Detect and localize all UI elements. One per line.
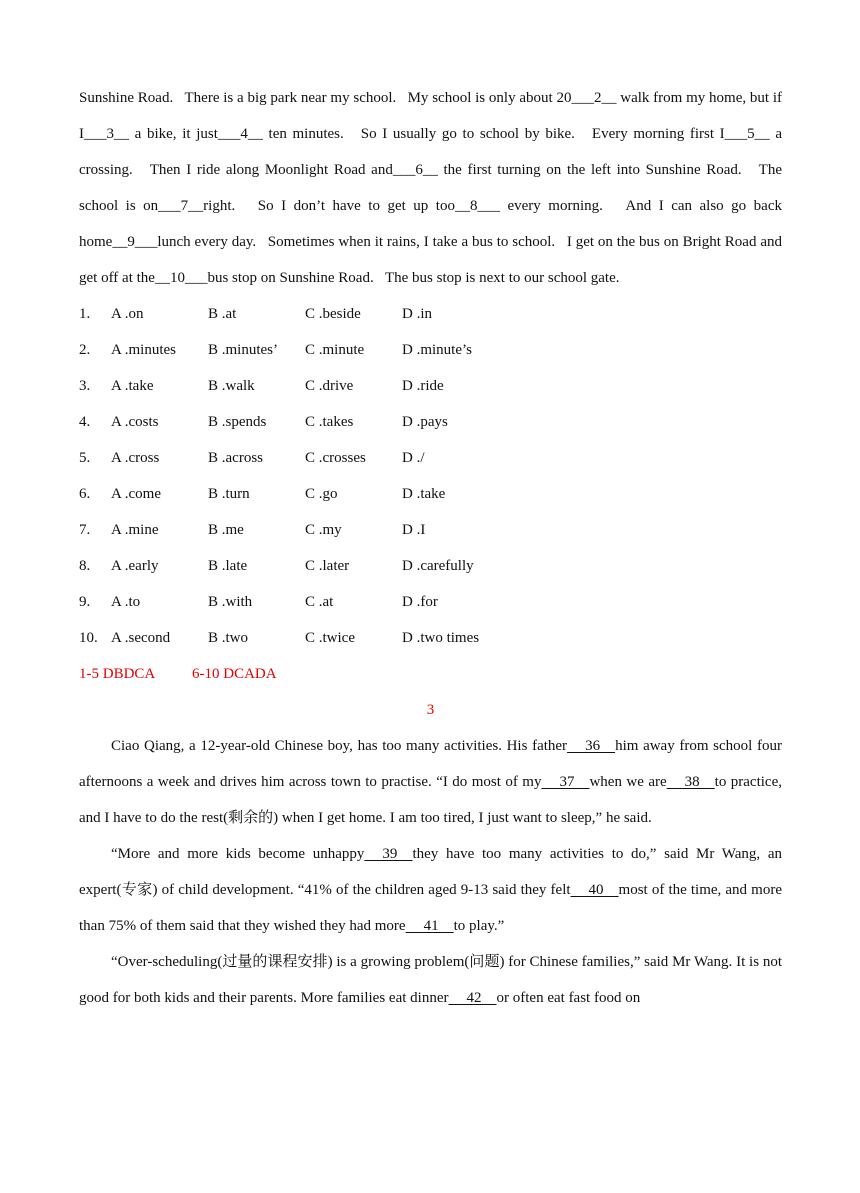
option-d: D .carefully <box>402 558 474 574</box>
text-run: to play.” <box>453 918 505 934</box>
blank-42: 42 <box>448 990 497 1006</box>
question-number: 2. <box>79 342 91 358</box>
option-c: C .at <box>305 594 334 610</box>
option-b: B .two <box>208 630 249 646</box>
blank-37: 37 <box>541 774 590 790</box>
blank-39: 39 <box>364 846 413 862</box>
option-a: A .on <box>111 306 144 322</box>
text-run: “More and more kids become unhappy <box>111 846 365 862</box>
option-c: C .takes <box>305 414 354 430</box>
option-b: B .across <box>208 450 263 466</box>
text-run: Ciao Qiang, a 12-year-old Chinese boy, has too many activities. His father <box>111 738 568 754</box>
option-row <box>79 404 782 440</box>
question-number: 1. <box>79 306 91 322</box>
passage-3-paragraph-1 <box>79 728 782 836</box>
option-d: D .ride <box>402 378 444 394</box>
question-number: 3. <box>79 378 91 394</box>
option-a: A .minutes <box>111 342 177 358</box>
option-c: C .twice <box>305 630 355 646</box>
section-number: 3 <box>426 702 435 718</box>
blank-40: 40 <box>570 882 619 898</box>
option-c: C .later <box>305 558 350 574</box>
option-d: D .pays <box>402 414 448 430</box>
option-d: D .take <box>402 486 446 502</box>
option-d: D .I <box>402 522 426 538</box>
option-c: C .minute <box>305 342 365 358</box>
option-a: A .come <box>111 486 161 502</box>
option-b: B .at <box>208 306 237 322</box>
option-b: B .me <box>208 522 244 538</box>
text-run: they have too many activities to do,” said Mr Wang, an expert(专家) of child development. “41% of the children aged 9-13 said they felt <box>79 846 782 898</box>
text-run: “Over-scheduling(过量的课程安排) is a growing problem(问题) for Chinese families,” said Mr Wang. It is not good for both kids and their parents. More families eat dinner <box>79 954 782 1006</box>
option-d: D .for <box>402 594 438 610</box>
option-row <box>79 584 782 620</box>
option-c: C .go <box>305 486 338 502</box>
option-row <box>79 332 782 368</box>
option-a: A .cross <box>111 450 160 466</box>
blank-36: 36 <box>567 738 616 754</box>
option-row <box>79 476 782 512</box>
option-c: C .drive <box>305 378 354 394</box>
text-run: when we are <box>589 774 667 790</box>
answer-key <box>79 656 782 692</box>
question-number: 6. <box>79 486 91 502</box>
question-number: 7. <box>79 522 91 538</box>
answer-key-6-10: 6-10 DCADA <box>192 666 277 682</box>
option-b: B .spends <box>208 414 267 430</box>
option-a: A .early <box>111 558 159 574</box>
option-a: A .take <box>111 378 154 394</box>
option-c: C .my <box>305 522 342 538</box>
option-a: A .second <box>111 630 171 646</box>
options-list <box>79 296 782 656</box>
question-number: 8. <box>79 558 91 574</box>
option-c: C .crosses <box>305 450 366 466</box>
option-row <box>79 368 782 404</box>
answer-key-1-5: 1-5 DBDCA <box>79 666 156 682</box>
passage-2-text: Sunshine Road. There is a big park near my school. My school is only about 20___2__ walk from my home, but if I___3__ a bike, it just___4__ ten minutes. So I usually go to school by bike. Every morning first I___5__ a crossing. Then I ride along Moonlight Road and___6__ the first turning on the left into Sunshine Road. The school is on___7__right. So I don’t have to get up too__8___ every morning. And I can also go back home__9___lunch every day. Sometimes when it rains, I take a bus to school. I get on the bus on Bright Road and get off at the__10___bus stop on Sunshine Road. The bus stop is next to our school gate. <box>79 90 782 286</box>
text-run: or often eat fast food on <box>496 990 641 1006</box>
option-d: D .two times <box>402 630 480 646</box>
option-row <box>79 620 782 656</box>
option-d: D .in <box>402 306 432 322</box>
option-a: A .to <box>111 594 141 610</box>
question-number: 9. <box>79 594 91 610</box>
option-b: B .walk <box>208 378 255 394</box>
passage-3-paragraph-3 <box>79 944 782 1016</box>
option-row <box>79 296 782 332</box>
option-a: A .mine <box>111 522 159 538</box>
document-content <box>79 80 782 1016</box>
option-b: B .late <box>208 558 248 574</box>
option-d: D .minute’s <box>402 342 472 358</box>
option-b: B .minutes’ <box>208 342 278 358</box>
option-row <box>79 548 782 584</box>
option-b: B .with <box>208 594 253 610</box>
option-row <box>79 512 782 548</box>
blank-38: 38 <box>666 774 715 790</box>
option-d: D ./ <box>402 450 425 466</box>
text-run: to practice, and I have to do the rest(剩余的) when I get home. I am too tired, I just want to sleep,” he said. <box>79 774 782 826</box>
option-a: A .costs <box>111 414 159 430</box>
text-run: most of the time, and more than 75% of them said that they wished they had more <box>79 882 782 934</box>
option-b: B .turn <box>208 486 250 502</box>
question-number: 10. <box>79 630 98 646</box>
question-number: 4. <box>79 414 91 430</box>
option-row <box>79 440 782 476</box>
question-number: 5. <box>79 450 91 466</box>
passage-3-paragraph-2 <box>79 836 782 944</box>
option-c: C .beside <box>305 306 361 322</box>
text-run: him away from school four afternoons a week and drives him across town to practise. “I do most of my <box>79 738 782 790</box>
blank-41: 41 <box>405 918 454 934</box>
